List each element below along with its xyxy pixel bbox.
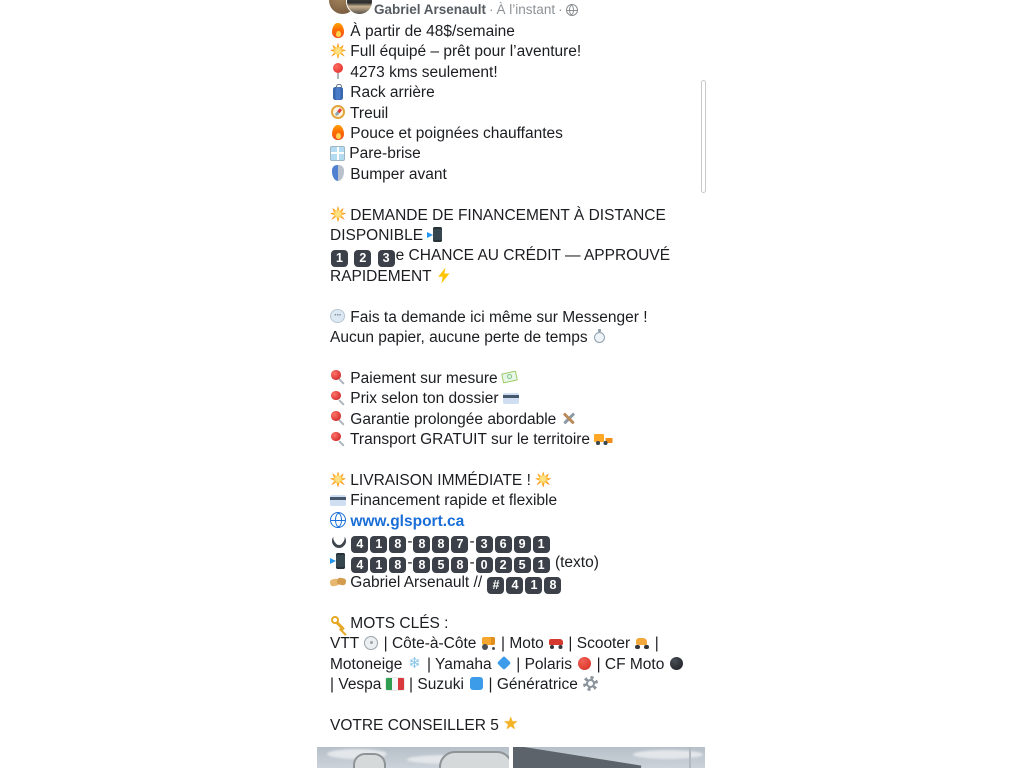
gear-icon bbox=[582, 676, 598, 692]
truck-icon bbox=[594, 431, 610, 447]
post-line: À partir de 48$/semaine bbox=[330, 22, 692, 42]
post-line bbox=[330, 349, 692, 369]
keycap-7: 7 bbox=[451, 536, 468, 553]
post-line bbox=[330, 594, 692, 614]
handshake-icon bbox=[330, 574, 346, 590]
post-line: Full équipé – prêt pour l’aventure! bbox=[330, 42, 692, 62]
avatar-profile-image bbox=[346, 0, 373, 15]
post-line: Treuil bbox=[330, 104, 692, 124]
window-icon bbox=[330, 146, 345, 161]
avatar[interactable] bbox=[329, 0, 375, 21]
post-line: Pare-brise bbox=[330, 144, 692, 164]
scrollbar-thumb[interactable] bbox=[701, 80, 706, 193]
post-line bbox=[330, 185, 692, 205]
credit-card-icon bbox=[503, 390, 519, 406]
post-header bbox=[317, 0, 706, 22]
boom-icon bbox=[330, 43, 346, 59]
post-line: VOTRE CONSEILLER 5 ★ bbox=[330, 716, 692, 736]
keycap-5: 5 bbox=[432, 557, 449, 574]
keycap-2: 2 bbox=[354, 250, 371, 267]
keycap-8: 8 bbox=[544, 577, 561, 594]
credit-card-icon bbox=[330, 492, 346, 508]
shield-icon bbox=[330, 165, 346, 181]
photo-grid bbox=[317, 747, 705, 768]
mobile-arrow-icon bbox=[330, 553, 346, 569]
post-line: Paiement sur mesure bbox=[330, 369, 692, 389]
moto-icon bbox=[548, 635, 564, 651]
post-line: Rack arrière bbox=[330, 83, 692, 103]
boom-icon bbox=[535, 471, 551, 487]
fire-icon bbox=[330, 23, 346, 39]
wheel-icon bbox=[363, 635, 379, 651]
globe-icon bbox=[330, 512, 346, 528]
keycap-1: 1 bbox=[370, 557, 387, 574]
keycap-4: 4 bbox=[351, 557, 368, 574]
pushpin-icon bbox=[330, 431, 346, 447]
post-line: 4 1 8 - 8 5 8 - 0 2 5 1 (texto) bbox=[330, 553, 692, 574]
black-circle-icon bbox=[669, 655, 685, 671]
post-line: Aucun papier, aucune perte de temps bbox=[330, 328, 692, 348]
post-line bbox=[330, 512, 692, 532]
key-icon bbox=[330, 615, 346, 631]
money-icon bbox=[502, 369, 518, 385]
keycap-1: 1 bbox=[370, 536, 387, 553]
post-line bbox=[330, 451, 692, 471]
keycap-4: 4 bbox=[351, 536, 368, 553]
pushpin-icon bbox=[330, 410, 346, 426]
keycap-4: 4 bbox=[506, 577, 523, 594]
keycap-2: 2 bbox=[495, 557, 512, 574]
keycap-6: 6 bbox=[495, 536, 512, 553]
pushpin-icon bbox=[330, 390, 346, 406]
post-line: Pouce et poignées chauffantes bbox=[330, 124, 692, 144]
speech-icon bbox=[330, 308, 346, 324]
boom-icon bbox=[330, 206, 346, 222]
keycap-8: 8 bbox=[413, 557, 430, 574]
blue-diamond-icon bbox=[496, 655, 512, 671]
luggage-icon bbox=[330, 84, 346, 100]
post-line: LIVRAISON IMMÉDIATE ! bbox=[330, 471, 692, 491]
post-line: Prix selon ton dossier bbox=[330, 389, 692, 409]
keycap-3: 3 bbox=[476, 536, 493, 553]
post-line: ··· Fais ta demande ici même sur Messenger ! bbox=[330, 308, 692, 328]
post bbox=[317, 0, 706, 737]
post-line: DEMANDE DE FINANCEMENT À DISTANCE DISPONIBLE bbox=[330, 206, 666, 245]
post-line: MOTS CLÉS : bbox=[330, 614, 692, 634]
building-roof-shape bbox=[513, 747, 641, 768]
keycap-8: 8 bbox=[389, 557, 406, 574]
meta-separator: · bbox=[558, 2, 563, 17]
post-line: 1 2 3 e CHANCE AU CRÉDIT — APPROUVÉ RAPIDEMENT bbox=[330, 247, 671, 285]
privacy-globe-icon bbox=[566, 4, 578, 16]
round-pushpin-icon bbox=[330, 63, 346, 79]
italy-flag-icon bbox=[386, 676, 405, 692]
windshield-shape bbox=[439, 751, 509, 768]
compass-icon bbox=[330, 104, 346, 120]
receiver-icon bbox=[330, 533, 346, 549]
boom-icon bbox=[330, 471, 346, 487]
keycap-1: 1 bbox=[331, 250, 348, 267]
keycap-8: 8 bbox=[432, 536, 449, 553]
snowflake-icon bbox=[407, 655, 423, 671]
keycap-9: 9 bbox=[514, 536, 531, 553]
keycap-0: 0 bbox=[476, 557, 493, 574]
post-line bbox=[330, 287, 692, 307]
star-icon bbox=[503, 717, 519, 733]
pole-shape bbox=[689, 747, 691, 768]
keycap-8: 8 bbox=[389, 536, 406, 553]
post-text bbox=[317, 22, 706, 737]
post-photo-2[interactable] bbox=[513, 747, 705, 768]
timestamp[interactable]: À l’instant bbox=[496, 2, 556, 17]
cloud-shape bbox=[633, 750, 703, 759]
keycap-1: 1 bbox=[533, 536, 550, 553]
keycap-#: # bbox=[487, 577, 504, 594]
tools-icon bbox=[561, 410, 577, 426]
post-line: VTT | Côte-à-Côte | Moto | Scooter | Motoneige ❄ | Yamaha | Polaris | CF Moto | Vespa | Suzuki | Génératrice bbox=[330, 634, 692, 695]
tractor-icon bbox=[481, 635, 497, 651]
keycap-5: 5 bbox=[514, 557, 531, 574]
post-line: 4273 kms seulement! bbox=[330, 63, 692, 83]
keycap-3: 3 bbox=[378, 250, 395, 267]
stopwatch-icon bbox=[592, 329, 608, 345]
post-line: Bumper avant bbox=[330, 165, 692, 185]
bolt-icon bbox=[436, 267, 452, 283]
mobile-arrow-icon bbox=[427, 227, 443, 243]
pushpin-icon bbox=[330, 369, 346, 385]
red-circle-icon bbox=[576, 655, 592, 671]
keycap-8: 8 bbox=[413, 536, 430, 553]
meta-separator: · bbox=[489, 2, 494, 17]
post-line: Transport GRATUIT sur le territoire bbox=[330, 430, 692, 450]
fire-icon bbox=[330, 125, 346, 141]
windshield-shape bbox=[353, 753, 386, 768]
blue-square-icon bbox=[468, 676, 484, 692]
scooter-icon bbox=[634, 635, 650, 651]
keycap-1: 1 bbox=[525, 577, 542, 594]
post-meta bbox=[374, 1, 578, 19]
post-line: Financement rapide et flexible bbox=[330, 491, 692, 511]
post-photo-1[interactable] bbox=[317, 747, 509, 768]
keycap-8: 8 bbox=[451, 557, 468, 574]
website-link[interactable]: www.glsport.ca bbox=[350, 512, 465, 530]
author-name[interactable]: Gabriel Arsenault bbox=[374, 2, 487, 17]
post-line: 4 1 8 - 8 8 7 - 3 6 9 1 bbox=[330, 532, 692, 553]
post-line: Garantie prolongée abordable bbox=[330, 410, 692, 430]
post-line: Gabriel Arsenault // # 4 1 8 bbox=[330, 573, 692, 594]
keycap-1: 1 bbox=[533, 557, 550, 574]
